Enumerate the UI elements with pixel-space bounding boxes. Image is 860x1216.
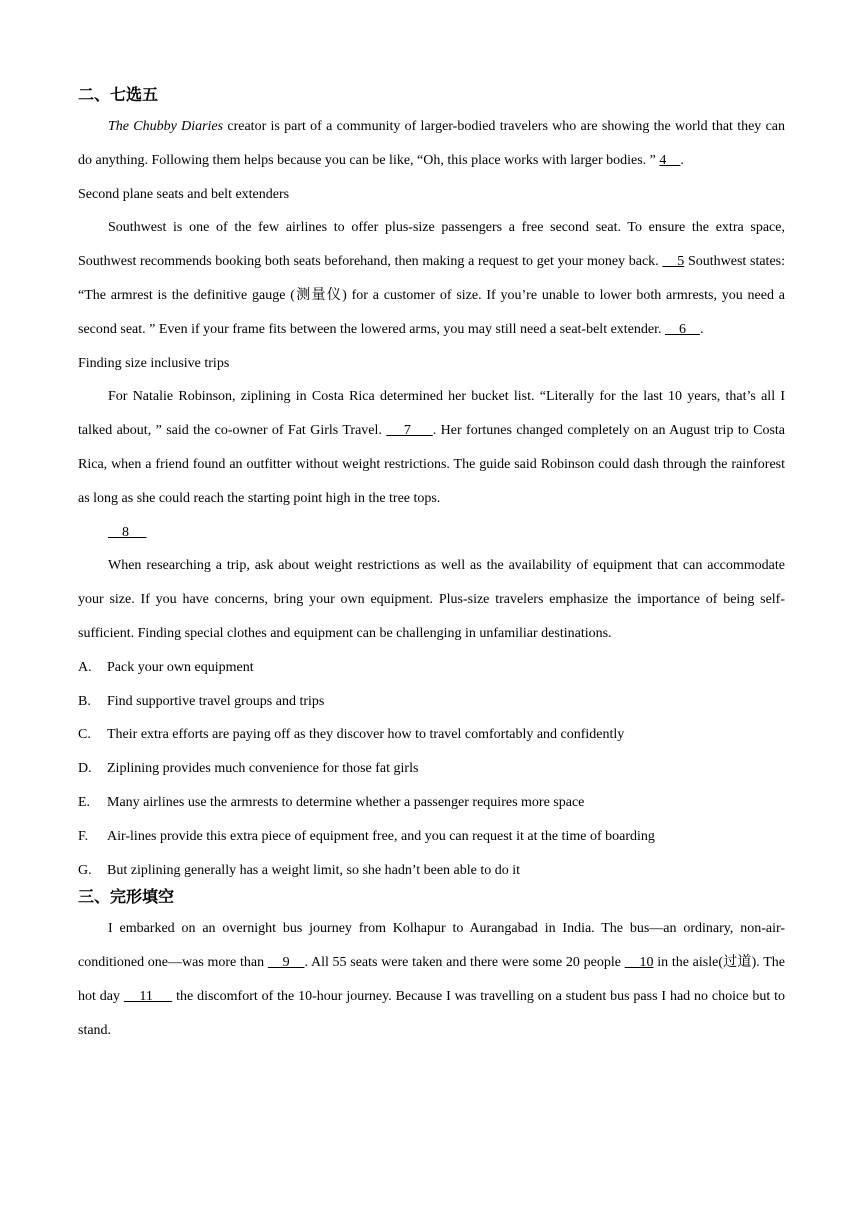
option-g: G. But ziplining generally has a weight limit, so she hadn’t been able to do it — [78, 862, 521, 878]
blank-10: 10 — [624, 955, 654, 971]
section-title-cloze: 三、完形填空 — [78, 887, 175, 907]
blank-4: 4 — [659, 152, 681, 168]
option-a: A. Pack your own equipment — [78, 659, 254, 675]
paragraph-4: When researching a trip, ask about weight restrictions as well as the availability of equipment that can accommodate your size. If you have concerns, bring your own equipment. Plus-size travelers emphasize the importance of being self-sufficient. Finding special clothes and equipment can be challenging in unfamiliar destinations. — [78, 558, 785, 641]
subheading-size-inclusive-trips: Finding size inclusive trips — [78, 355, 230, 371]
options-list — [78, 651, 785, 888]
option-d: D. Ziplining provides much convenience for those fat girls — [78, 761, 419, 777]
blank-5: 5 — [662, 254, 685, 270]
option-e: E. Many airlines use the armrests to determine whether a passenger requires more space — [78, 794, 585, 810]
option-f: F. Air-lines provide this extra piece of equipment free, and you can request it at the time of boarding — [78, 828, 655, 844]
blank-8: 8 — [108, 524, 147, 540]
paragraph-3: For Natalie Robinson, ziplining in Costa Rica determined her bucket list. “Literally for the last 10 years, that’s all I talked about, ” said the co-owner of Fat Girls Travel. 7 . Her fortunes changed completely on an August trip to Costa Rica, when a friend found an outfitter without weight restrictions. The guide said Robinson could dash through the rainforest as long as she could reach the starting point high in the tree tops. — [78, 389, 786, 506]
cloze-paragraph: I embarked on an overnight bus journey from Kolhapur to Aurangabad in India. The bus—an ordinary, non-air-conditioned one—was more than 9 . All 55 seats were taken and there were some 20 people 10 in the aisle(过道). The hot day 11 the discomfort of the 10-hour journey. Because I was travelling on a student bus pass I had no choice but to stand. — [78, 921, 786, 1038]
option-b: B. Find supportive travel groups and trips — [78, 693, 325, 709]
blank-11: 11 — [123, 988, 173, 1004]
paragraph-1: The Chubby Diaries creator is part of a community of larger-bodied travelers who are showing the world that they can do anything. Following them helps because you can be like, “Oh, this place works with larger bodies. ” 4 . — [78, 119, 785, 168]
document-page — [78, 80, 785, 1048]
blank-7: 7 — [386, 423, 433, 439]
option-c: C. Their extra efforts are paying off as they discover how to travel comfortably and confidently — [78, 727, 625, 743]
blank-8-line — [78, 516, 785, 550]
subheading-plane-seats: Second plane seats and belt extenders — [78, 186, 290, 202]
section-title-seven-choose-five: 二、七选五 — [78, 85, 159, 104]
blank-9: 9 — [267, 955, 305, 971]
blank-6: 6 — [665, 321, 701, 337]
paragraph-2: Southwest is one of the few airlines to offer plus-size passengers a free second seat. To ensure the extra space, Southwest recommends booking both seats beforehand, then making a request to get your money back. 5 Southwest states: “The armrest is the definitive gauge (测量仪) for a customer of size. If you’re unable to lower both armrests, you need a second seat. ” Even if your frame fits between the lowered arms, you may still need a seat-belt extender. 6 . — [78, 220, 785, 337]
publication-title: The Chubby Diaries — [108, 119, 224, 134]
